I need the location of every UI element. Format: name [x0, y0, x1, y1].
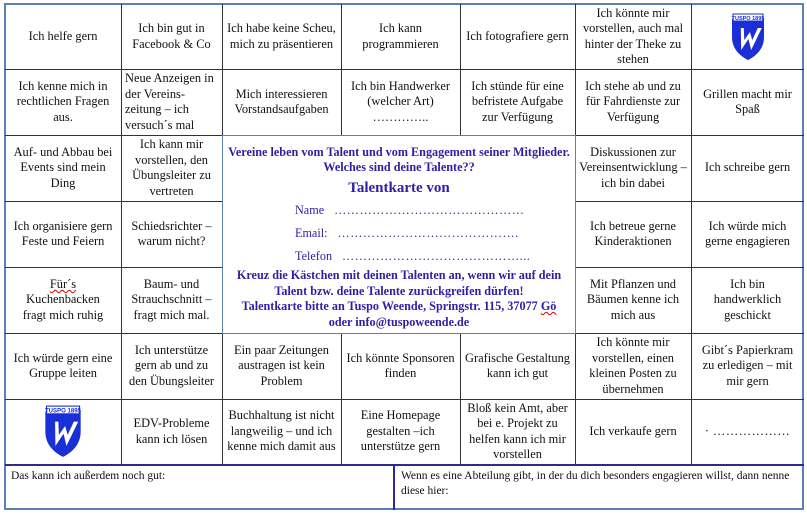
- talent-cell[interactable]: [121, 69, 223, 136]
- logo-cell: [5, 399, 122, 465]
- talent-label: Ich kann programmieren: [362, 21, 439, 51]
- talent-cell[interactable]: [691, 135, 804, 202]
- talent-cell[interactable]: [222, 333, 342, 400]
- talent-label: Ich verkaufe gern: [589, 423, 677, 438]
- talent-cell[interactable]: [5, 4, 122, 70]
- card-title: Talentkarte von: [348, 180, 450, 196]
- talent-label: Für´s Kuchenbacken fragt mich ruhig: [22, 276, 104, 322]
- talent-cell[interactable]: [5, 333, 122, 400]
- talent-cell[interactable]: [575, 4, 692, 70]
- email-input-line[interactable]: …………………………………….: [337, 226, 519, 240]
- talent-cell[interactable]: [121, 201, 223, 268]
- talent-cell[interactable]: [121, 333, 223, 400]
- talent-label: Ich habe keine Scheu, mich zu präsentieren: [227, 21, 336, 51]
- talent-cell[interactable]: [575, 399, 692, 465]
- instructions-line: Kreuz die Kästchen mit deinen Talenten an, wenn wir auf dein Talent bzw. deine Talente zurückgreifen dürfen!: [236, 268, 562, 298]
- talent-cell[interactable]: [691, 333, 804, 400]
- talent-label: Ich helfe gern: [28, 28, 98, 43]
- name-label: Name: [295, 203, 325, 217]
- talent-card-info-box: [222, 135, 576, 334]
- talent-cell[interactable]: [575, 135, 692, 202]
- talent-cell[interactable]: [575, 333, 692, 400]
- talent-cell[interactable]: [460, 333, 576, 400]
- talent-cell[interactable]: [222, 4, 342, 70]
- talent-label: Diskussionen zur Vereinsentwicklung – ich bin dabei: [579, 144, 687, 190]
- email-label: Email:: [295, 226, 328, 240]
- talent-label: Ich unterstütze gern ab und zu den Übungsleiter: [129, 342, 214, 388]
- talent-cell[interactable]: [5, 69, 122, 136]
- talent-label: Ich kenne mich in rechtlichen Fragen aus.: [16, 78, 110, 124]
- address-line: Talentkarte bitte an Tuspo Weende, Springstr. 115, 37077: [241, 299, 541, 313]
- talent-label: EDV-Probleme kann ich lösen: [133, 416, 210, 446]
- talent-cell[interactable]: [460, 4, 576, 70]
- talent-label: Ein paar Zeitungen austragen ist kein Problem: [234, 342, 329, 388]
- talent-label: Ich könnte mir vorstellen, einen kleinen Posten zu übernehmen: [589, 335, 677, 396]
- talent-label: Ich kann mir vorstellen, den Übungsleiter zu vertreten: [132, 137, 211, 198]
- instructions-text: [223, 268, 575, 330]
- talent-cell[interactable]: [121, 135, 223, 202]
- talent-cell[interactable]: [121, 267, 223, 334]
- phone-field[interactable]: [295, 249, 575, 266]
- talent-label: Auf- und Abbau bei Events sind mein Ding: [13, 144, 113, 190]
- talent-label: Ich bin Handwerker (welcher Art) …………..: [350, 78, 451, 124]
- phone-input-line[interactable]: ……………………………………...: [342, 249, 531, 263]
- custom-talent-cell[interactable]: [691, 399, 804, 465]
- talent-cell[interactable]: [691, 267, 804, 334]
- name-input-line[interactable]: ………………………………………: [334, 203, 525, 217]
- talent-label: Neue Anzeigen in der Vereins-zeitung – ich versuch´s mal: [125, 71, 214, 132]
- talent-cell[interactable]: [341, 333, 461, 400]
- talent-cell[interactable]: [575, 69, 692, 136]
- tuspo-logo-icon: [43, 405, 83, 458]
- talent-label: Mich interessieren Vorstandsaufgaben: [234, 86, 329, 116]
- talent-cell[interactable]: [222, 69, 342, 136]
- talent-label: Baum- und Strauchschnitt – fragt mich mal.: [131, 276, 212, 322]
- talent-label: Ich könnte mir vorstellen, auch mal hinter der Theke zu stehen: [582, 5, 684, 66]
- talent-cell[interactable]: [121, 399, 223, 465]
- talent-cell[interactable]: [575, 267, 692, 334]
- talent-cell[interactable]: [5, 201, 122, 268]
- talent-cell[interactable]: [341, 399, 461, 465]
- talent-label: Ich bin gut in Facebook & Co: [132, 21, 211, 51]
- talent-label: Grillen macht mir Spaß: [703, 86, 792, 116]
- talent-label: Eine Homepage gestalten –ich unterstütze gern: [360, 408, 441, 454]
- svg-text:TUSPO 1895: TUSPO 1895: [44, 408, 82, 415]
- talent-label: Mit Pflanzen und Bäumen kenne ich mich aus: [586, 276, 680, 322]
- talent-label: Ich würde gern eine Gruppe leiten: [13, 350, 113, 380]
- talent-cell[interactable]: [5, 267, 122, 334]
- email-field[interactable]: [295, 226, 575, 243]
- talent-cell[interactable]: [222, 399, 342, 465]
- talent-cell[interactable]: [121, 4, 223, 70]
- talent-label: Ich stehe ab und zu für Fahrdienste zur Verfügung: [585, 78, 681, 124]
- address-city: Gö: [540, 299, 557, 313]
- talent-label: Ich stünde für eine befristete Aufgabe zur Verfügung: [471, 78, 564, 124]
- talent-label: Schiedsrichter – warum nicht?: [131, 218, 212, 248]
- talent-cell[interactable]: [341, 69, 461, 136]
- talent-label: Ich könnte Sponsoren finden: [346, 350, 455, 380]
- talent-cell[interactable]: [691, 69, 804, 136]
- name-field[interactable]: [295, 203, 575, 220]
- preferred-department-field[interactable]: [395, 464, 804, 510]
- logo-cell: [691, 4, 804, 70]
- preferred-department-label: Wenn es eine Abteilung gibt, in der du dich besonders engagieren willst, dann nenne diese hier:: [401, 470, 790, 497]
- tuspo-logo-icon: [730, 13, 766, 61]
- talent-label: Ich betreue gerne Kinderaktionen: [590, 218, 676, 248]
- talent-label: Grafische Gestaltung kann ich gut: [465, 350, 570, 380]
- talent-label: Bloß kein Amt, aber bei e. Projekt zu helfen kann ich mir vorstellen: [467, 400, 568, 461]
- talent-label: · ………………: [704, 423, 791, 438]
- talent-cell[interactable]: [5, 135, 122, 202]
- talent-cell[interactable]: [575, 201, 692, 268]
- talent-cell[interactable]: [341, 4, 461, 70]
- email-contact: oder info@tuspoweende.de: [328, 314, 470, 329]
- intro-text: Vereine leben vom Talent und vom Engagement seiner Mitglieder. Welches sind deine Talente??: [228, 145, 570, 174]
- additional-skills-field[interactable]: [5, 464, 395, 510]
- svg-text:TUSPO 1895: TUSPO 1895: [731, 15, 764, 22]
- talent-label: Gibt´s Papierkram zu erledigen – mit mir gern: [701, 342, 794, 388]
- talent-cell[interactable]: [460, 69, 576, 136]
- talent-label: Buchhaltung ist nicht langweilig – und ich kenne mich damit aus: [227, 408, 336, 454]
- talent-label: Ich fotografiere gern: [466, 28, 569, 43]
- additional-skills-label: Das kann ich außerdem noch gut:: [11, 470, 166, 482]
- talent-label: Ich organisiere gern Feste und Feiern: [13, 218, 113, 248]
- talent-label: Ich schreibe gern: [704, 160, 791, 175]
- talent-label: Ich würde mich gerne engagieren: [705, 218, 790, 248]
- talent-label: Ich bin handwerklich geschickt: [713, 276, 782, 322]
- talent-cell[interactable]: [460, 399, 576, 465]
- phone-label: Telefon: [295, 249, 333, 263]
- talent-cell[interactable]: [691, 201, 804, 268]
